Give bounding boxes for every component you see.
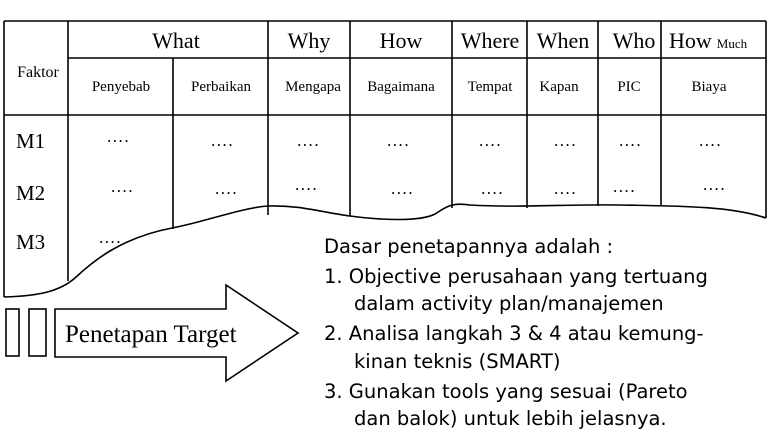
cell-m2-pic: …. xyxy=(612,177,636,196)
notes-item-1-line-2: dalam activity plan/manajemen xyxy=(354,292,664,315)
subheader-mengapa: Mengapa xyxy=(285,79,341,95)
cell-m1-biaya: …. xyxy=(698,131,722,150)
row-labels xyxy=(16,129,45,254)
cell-m1-tempat: …. xyxy=(478,131,502,150)
cell-m2-biaya: …. xyxy=(702,175,726,194)
corner-label-faktor: Faktor xyxy=(17,64,59,81)
target-arrow-label: Penetapan Target xyxy=(65,321,237,348)
cell-m1-mengapa: …. xyxy=(296,131,320,150)
row-label-m2: M2 xyxy=(16,181,46,205)
subheader-tempat: Tempat xyxy=(467,79,513,95)
cell-m2-bagaimana: …. xyxy=(390,179,414,198)
header-when: When xyxy=(536,28,590,53)
notes-item-2-line-1: 2. Analisa langkah 3 & 4 atau kemung- xyxy=(324,322,704,345)
cell-m2-mengapa: …. xyxy=(294,175,318,194)
cell-m2-perbaikan: …. xyxy=(214,179,238,198)
subheader-row xyxy=(92,79,727,95)
subheader-perbaikan: Perbaikan xyxy=(191,79,251,95)
cell-m1-perbaikan: …. xyxy=(210,131,234,150)
cell-m1-penyebab: …. xyxy=(106,127,130,146)
cell-m1-bagaimana: …. xyxy=(386,131,410,150)
subheader-kapan: Kapan xyxy=(539,79,579,95)
row-m3-cells xyxy=(98,228,121,247)
subheader-bagaimana: Bagaimana xyxy=(367,79,435,95)
cell-m3-penyebab: …. xyxy=(98,228,122,247)
notes-item-2-line-2: kinan teknis (SMART) xyxy=(354,350,561,373)
header-how-much-main: How xyxy=(669,28,712,53)
arrow-bar-right xyxy=(29,309,46,356)
cell-m1-kapan: …. xyxy=(553,131,577,150)
notes-item-1-line-1: 1. Objective perusahaan yang tertuang xyxy=(324,265,708,288)
header-who: Who xyxy=(612,28,656,53)
row-m2-cells xyxy=(110,175,725,198)
subheader-penyebab: Penyebab xyxy=(91,79,151,95)
cell-m1-pic: …. xyxy=(618,131,642,150)
row-label-m3: M3 xyxy=(16,230,46,254)
header-what: What xyxy=(152,28,200,53)
header-why: Why xyxy=(287,28,331,53)
header-how-much-suffix: Much xyxy=(716,36,748,51)
notes-item-3-line-1: 3. Gunakan tools yang sesuai (Pareto xyxy=(324,380,688,403)
cell-m2-penyebab: …. xyxy=(110,177,134,196)
header-where: Where xyxy=(460,28,520,53)
notes-block xyxy=(324,235,708,430)
cell-m2-tempat: …. xyxy=(480,179,504,198)
cell-m2-kapan: …. xyxy=(553,179,577,198)
notes-item-3-line-2: dan balok) untuk lebih jelasnya. xyxy=(354,407,667,430)
header-how: How xyxy=(379,28,423,53)
target-arrow-group xyxy=(6,285,298,381)
subheader-biaya: Biaya xyxy=(691,79,727,95)
notes-title: Dasar penetapannya adalah : xyxy=(324,235,614,258)
arrow-bar-left xyxy=(6,309,19,356)
row-label-m1: M1 xyxy=(16,129,46,153)
subheader-pic: PIC xyxy=(617,79,641,95)
header-row xyxy=(152,28,747,53)
row-m1-cells xyxy=(106,127,721,150)
header-how-much xyxy=(669,28,748,53)
